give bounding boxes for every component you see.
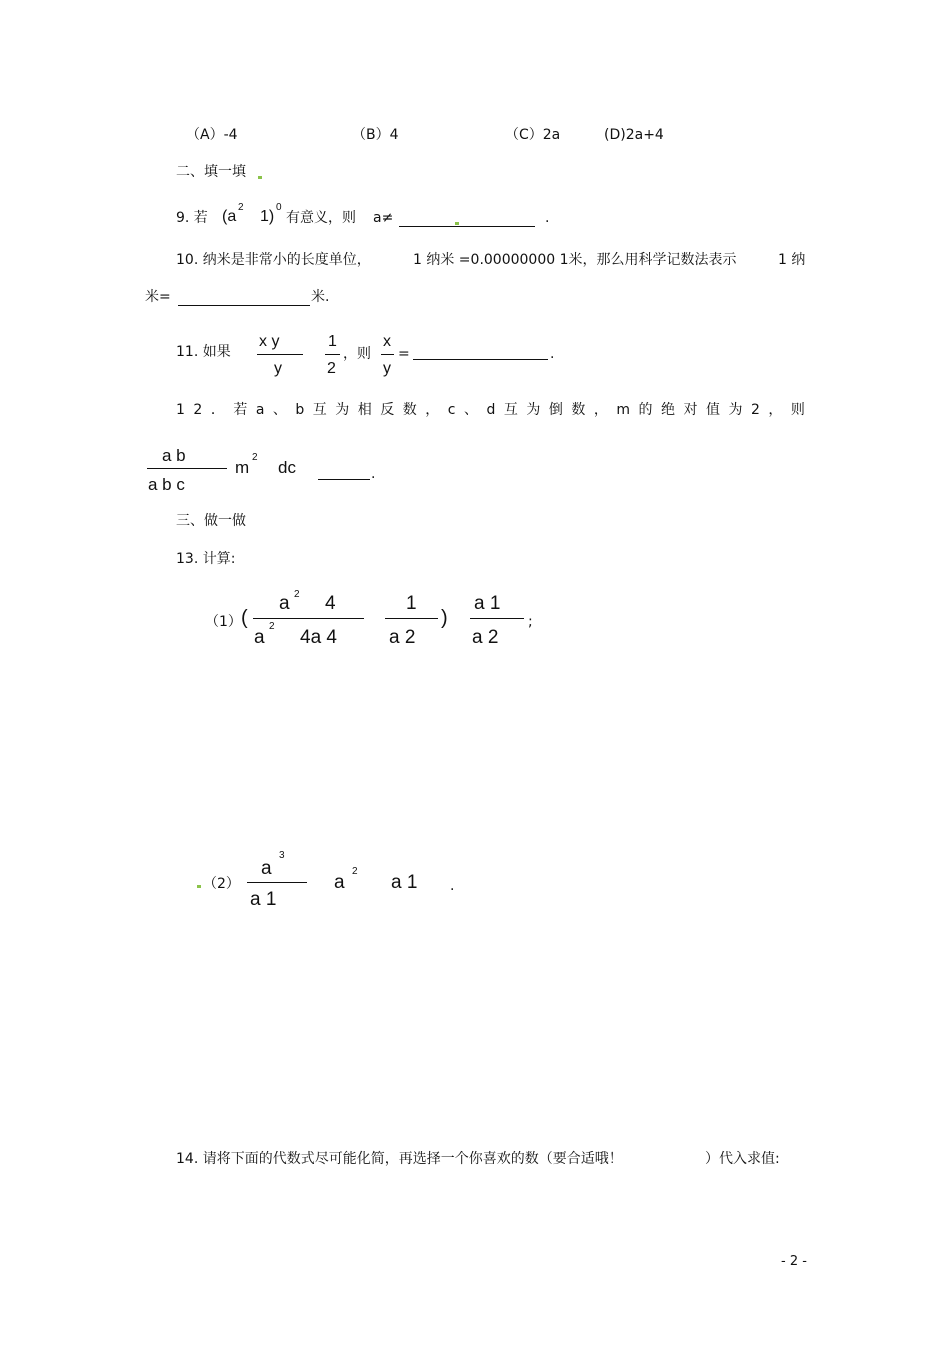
q11-f1-num: x y	[259, 333, 280, 350]
page-number: - 2 -	[781, 1254, 807, 1269]
q12-dc: dc	[278, 458, 296, 477]
q10-answer-blank[interactable]	[178, 305, 310, 306]
option-b: （B）4	[352, 127, 399, 143]
q9-var: a≠	[373, 210, 394, 226]
q13-p2-f-num-exp: 3	[279, 850, 285, 861]
q13-p2-rest: a 1	[391, 872, 418, 893]
q13-p1-f3-den: a 2	[472, 627, 499, 648]
q9-answer-blank[interactable]	[399, 226, 535, 227]
q11-then: ，则	[343, 346, 371, 362]
q13-p2-f-num: a	[261, 858, 272, 879]
section-fill-heading: 二、填一填	[176, 164, 246, 180]
q13-p1-rparen: )	[441, 607, 448, 629]
q14-text-end: ）代入求值:	[705, 1151, 780, 1167]
q9-exp0: 0	[276, 202, 282, 213]
q13-p2-a2: a	[334, 872, 345, 893]
q10-line2-a: 米=	[145, 289, 171, 305]
fraction-bar	[147, 468, 227, 469]
q13-p1-f1-den-b: 4a 4	[300, 627, 337, 648]
q11-prefix: 11. 如果	[176, 344, 231, 360]
q13-p1-f2-den: a 2	[389, 627, 416, 648]
q11-end: .	[550, 346, 555, 362]
q11-answer-blank[interactable]	[413, 359, 548, 360]
option-d: (D)2a+4	[604, 127, 664, 143]
fraction-bar	[381, 354, 394, 355]
q12-end: .	[371, 466, 376, 482]
q11-f2-den: 2	[327, 360, 336, 377]
q13-p1-end: ;	[528, 614, 533, 630]
fraction-bar	[385, 618, 438, 619]
fraction-bar	[247, 882, 307, 883]
q13-p1-f1-den-exp: 2	[269, 621, 275, 632]
q13-p1-f3-num: a 1	[474, 593, 501, 614]
marker-dot	[197, 885, 201, 888]
q13-p1-f1-num: a	[279, 593, 290, 614]
q12-m-exp: 2	[252, 452, 258, 463]
q12-f-num: a b	[162, 446, 186, 465]
marker-dot	[258, 176, 262, 179]
marker-dot	[455, 222, 459, 225]
q11-f1-den: y	[274, 360, 282, 377]
fraction-bar	[253, 618, 364, 619]
q9-end: .	[545, 210, 550, 226]
q9-text: 有意义，则	[286, 210, 356, 226]
q14-text: 14. 请将下面的代数式尽可能化简，再选择一个你喜欢的数（要合适哦！	[176, 1151, 623, 1167]
fraction-bar	[470, 618, 524, 619]
q13-p1-f1-num-b: 4	[325, 593, 336, 614]
q13-p1-f1-den: a	[254, 627, 265, 648]
q10-line1-b: 1 纳米 =0.00000000 1米，那么用科学记数法表示	[413, 252, 737, 268]
q11-f3-den: y	[383, 360, 391, 377]
q9-expr-open: (a	[222, 208, 237, 225]
q13-p1-lparen: (	[241, 607, 248, 629]
q13-p2-f-den: a 1	[250, 889, 277, 910]
fraction-bar	[257, 354, 303, 355]
q12-answer-blank[interactable]	[318, 479, 370, 480]
q12-text: 12．若a、b互为相反数，c、d互为倒数，m的绝对值为2，则	[176, 402, 814, 418]
q13-p2-label: （2）	[203, 876, 240, 892]
q12-f-den: a b c	[148, 475, 185, 494]
q13-title: 13. 计算:	[176, 551, 236, 567]
q12-m: m	[235, 458, 250, 477]
option-c: （C）2a	[505, 127, 561, 143]
option-a: （A）-4	[186, 127, 238, 143]
q13-p1-f2-num: 1	[406, 593, 417, 614]
q9-expr-mid: 1)	[260, 208, 275, 225]
q9-prefix: 9. 若	[176, 210, 208, 226]
q9-exp2: 2	[238, 202, 244, 213]
q10-line2-b: 米.	[311, 289, 330, 305]
q10-line1-a: 10. 纳米是非常小的长度单位，	[176, 252, 371, 268]
q11-f3-num: x	[383, 333, 391, 350]
q11-eq: =	[398, 346, 410, 362]
q13-p1-label: （1）	[205, 614, 242, 630]
q13-p2-a2-exp: 2	[352, 866, 358, 877]
q11-f2-num: 1	[328, 333, 337, 350]
fraction-bar	[325, 354, 340, 355]
q13-p1-f1-num-exp: 2	[294, 589, 300, 600]
q10-line1-c: 1 纳	[778, 252, 806, 268]
section-do-heading: 三、做一做	[176, 513, 246, 529]
q13-p2-end: .	[450, 878, 455, 894]
